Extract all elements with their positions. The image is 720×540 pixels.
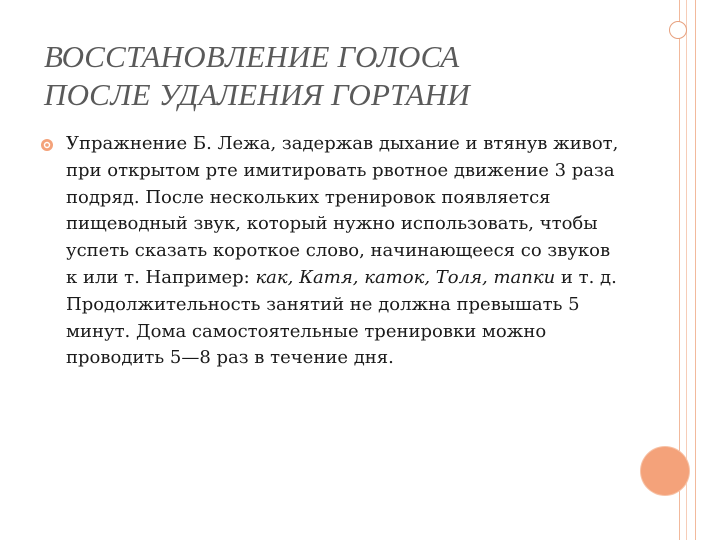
circle-filled-icon bbox=[641, 447, 689, 495]
bullet-text-examples: как, Катя, каток, Толя, тапки bbox=[255, 266, 556, 288]
slide-title bbox=[44, 38, 644, 114]
slide-title-line-2: ПОСЛЕ УДАЛЕНИЯ ГОРТАНИ bbox=[44, 77, 470, 112]
bullet-text-part-2: и т. д. Продолжительность занятий не должна превышать 5 минут. Дома самостоятельные тренировки можно проводить 5—8 раз в течение дня. bbox=[66, 266, 617, 369]
slide-title-line-1: ВОССТАНОВЛЕНИЕ ГОЛОСА bbox=[44, 39, 460, 74]
circle-outline-icon bbox=[669, 21, 687, 39]
decorative-line bbox=[695, 0, 696, 540]
bullet-text-part-1: Упражнение Б. Лежа, задержав дыхание и втянув живот, при открытом рте имитировать рвотное движение 3 раза подряд. После нескольких тренировок появляется пищеводный звук, который нужно использовать, чтобы успеть сказать короткое слово, начинающееся со звуков к или т. Например: bbox=[66, 133, 619, 288]
bullet-item bbox=[40, 131, 620, 372]
bullet-text bbox=[40, 131, 620, 372]
sun-bullet-icon bbox=[40, 138, 54, 152]
